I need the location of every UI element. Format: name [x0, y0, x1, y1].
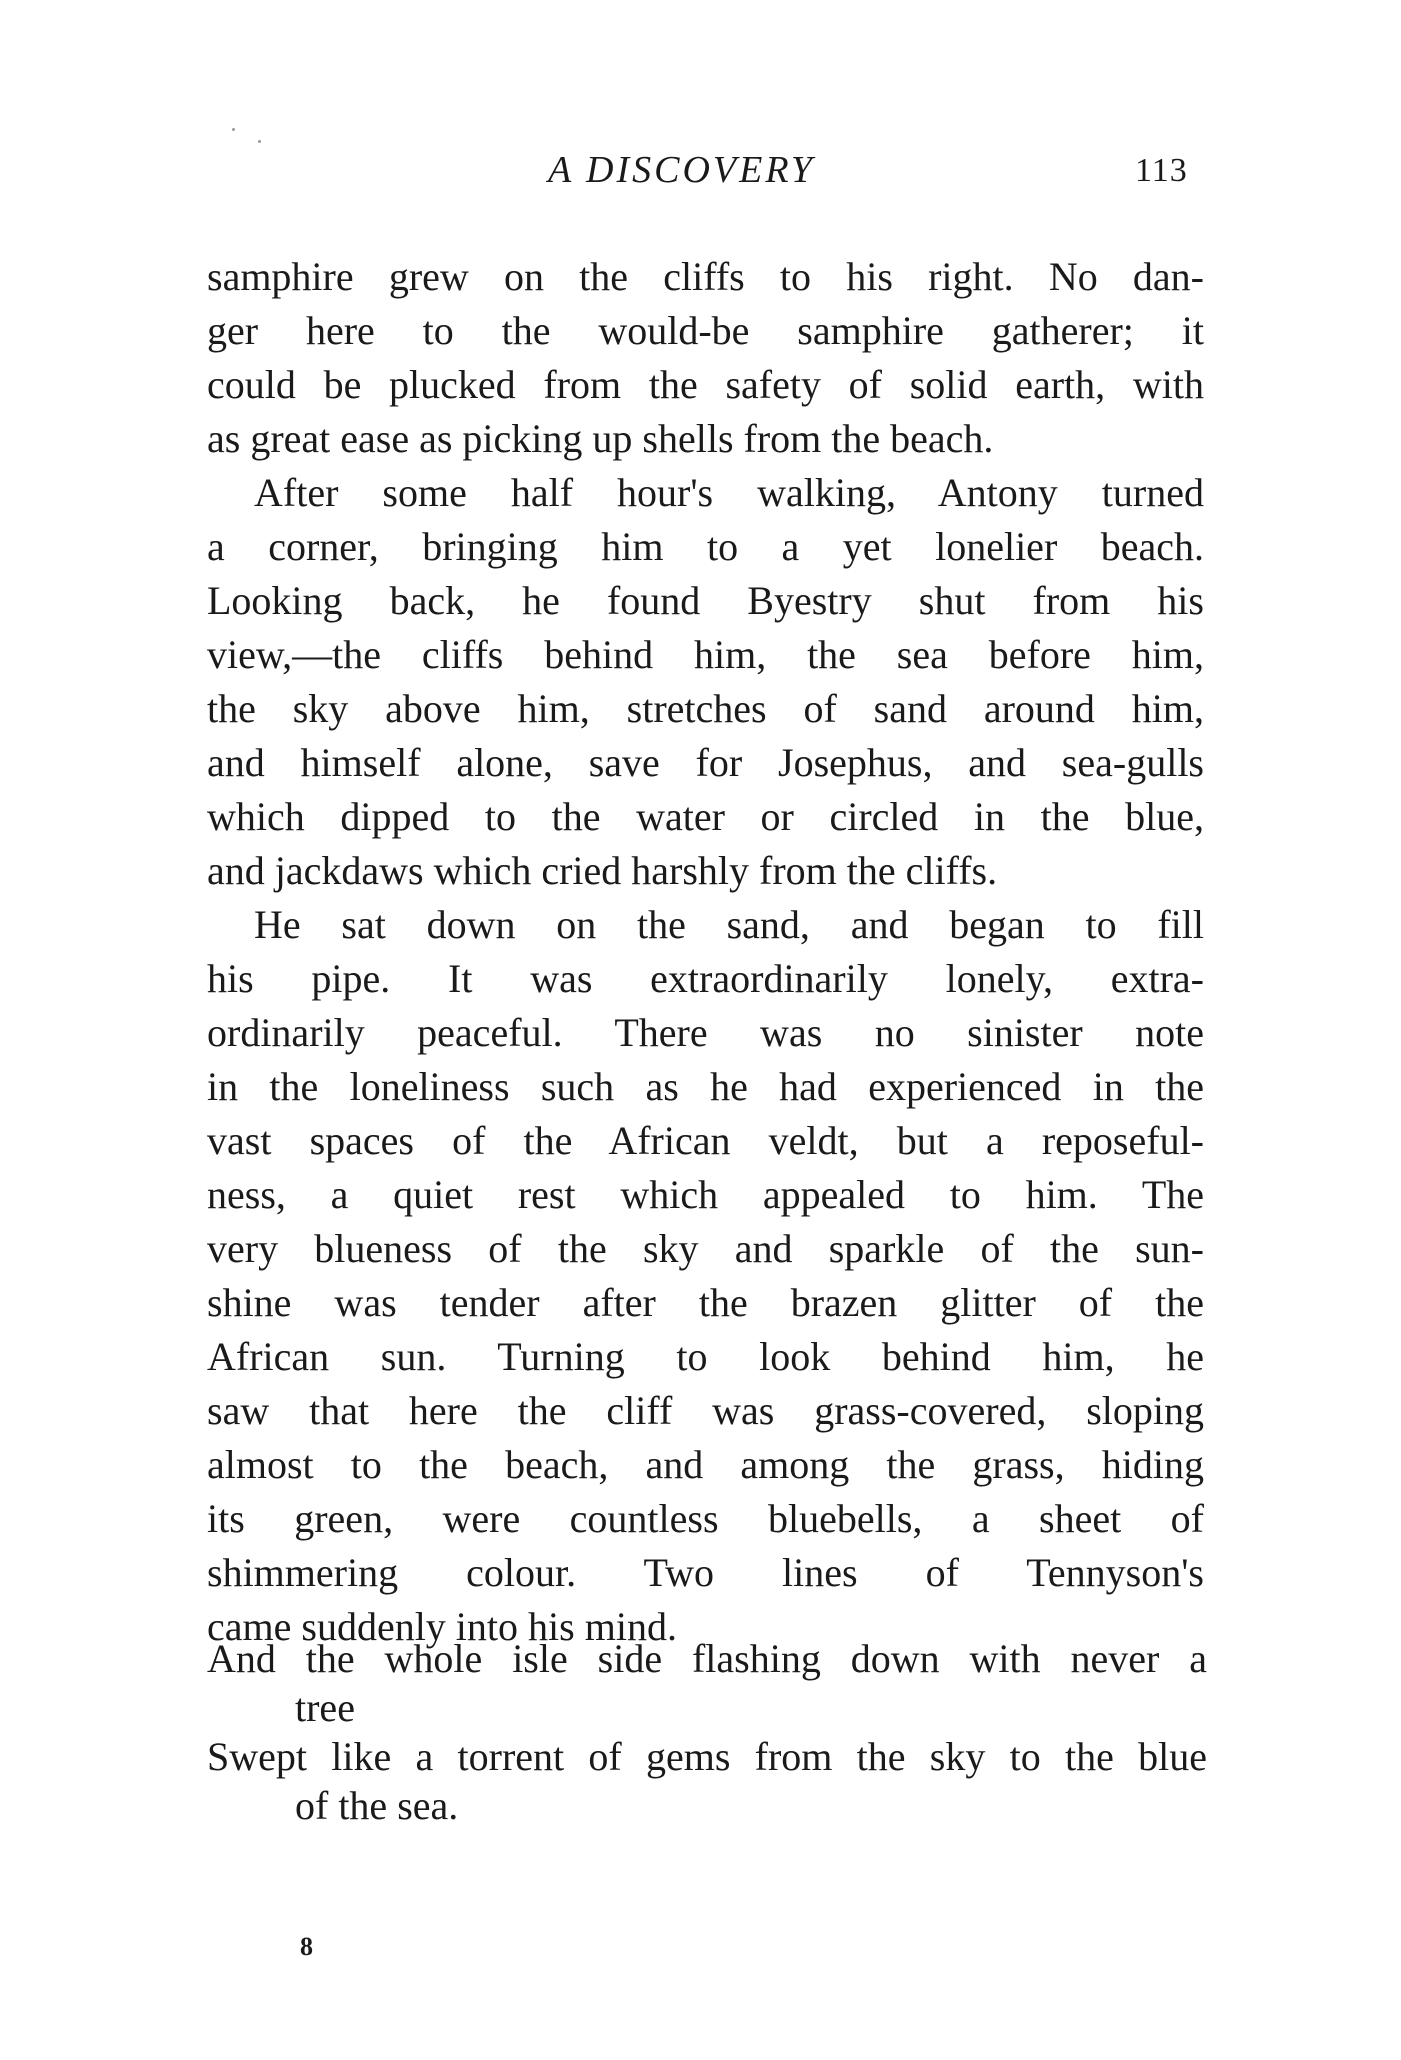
text-line: in the loneliness such as he had experienced in the [207, 1064, 1204, 1109]
signature-mark: 8 [300, 1932, 313, 1961]
text-line: and jackdaws which cried harshly from the cliffs. [207, 848, 998, 893]
text-line: He sat down on the sand, and began to fill [254, 902, 1204, 947]
text-line: shimmering colour. Two lines of Tennyson's [207, 1550, 1204, 1595]
running-title: A DISCOVERY [548, 149, 815, 191]
text-line: After some half hour's walking, Antony turned [254, 470, 1204, 515]
text-line: African sun. Turning to look behind him, he [207, 1334, 1204, 1379]
text-line: came suddenly into his mind. [207, 1604, 677, 1649]
text-line: a corner, bringing him to a yet lonelier beach. [207, 524, 1204, 569]
text-line: as great ease as picking up shells from the beach. [207, 416, 994, 461]
text-line: vast spaces of the African veldt, but a reposeful- [207, 1118, 1204, 1163]
text-line: and himself alone, save for Josephus, and sea-gulls [207, 740, 1204, 785]
text-line: almost to the beach, and among the grass, hiding [207, 1442, 1204, 1487]
text-line: could be plucked from the safety of solid earth, with [207, 362, 1204, 407]
text-line: ger here to the would-be samphire gatherer; it [207, 308, 1204, 353]
text-line: Looking back, he found Byestry shut from his [207, 578, 1204, 623]
text-line: the sky above him, stretches of sand around him, [207, 686, 1204, 731]
text-line: saw that here the cliff was grass-covered, sloping [207, 1388, 1204, 1433]
text-line: very blueness of the sky and sparkle of the sun- [207, 1226, 1204, 1271]
verse-line: Swept like a torrent of gems from the sky to the blue [207, 1734, 1207, 1779]
page-number: 113 [1135, 152, 1188, 189]
text-line: samphire grew on the cliffs to his right. No dan- [207, 254, 1204, 299]
verse-line-turnover: tree [295, 1685, 355, 1730]
text-line: ordinarily peaceful. There was no sinister note [207, 1010, 1204, 1055]
body-text [207, 250, 1204, 1654]
text-line: which dipped to the water or circled in the blue, [207, 794, 1204, 839]
paper-speck [258, 140, 261, 143]
text-line: its green, were countless bluebells, a sheet of [207, 1496, 1204, 1541]
text-line: ness, a quiet rest which appealed to him. The [207, 1172, 1204, 1217]
verse-quotation [207, 1634, 1207, 1830]
verse-line: And the whole isle side flashing down with never a [207, 1636, 1207, 1681]
text-line: shine was tender after the brazen glitter of the [207, 1280, 1204, 1325]
paper-speck [232, 128, 235, 131]
text-line: his pipe. It was extraordinarily lonely, extra- [207, 956, 1204, 1001]
running-head [0, 148, 1401, 198]
text-line: view,—the cliffs behind him, the sea before him, [207, 632, 1204, 677]
verse-line-turnover: of the sea. [295, 1783, 459, 1828]
